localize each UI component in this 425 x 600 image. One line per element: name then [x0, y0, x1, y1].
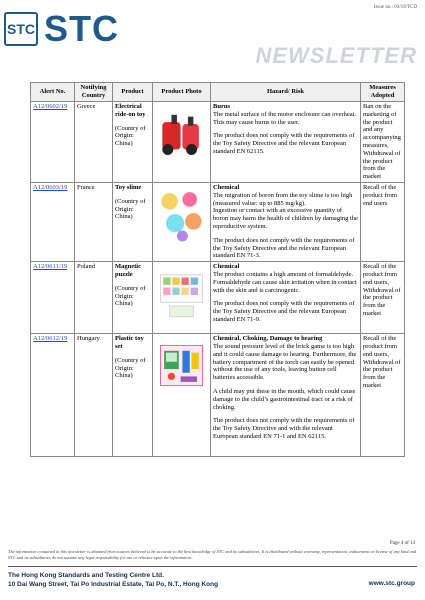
company-info — [8, 571, 218, 589]
photo-cell — [153, 182, 211, 261]
photo-cell — [153, 334, 211, 457]
photo-cell — [153, 102, 211, 183]
hazard-text: The migration of boron from the toy slime is too high (measured value: up to 885 mg/kg). — [213, 191, 353, 207]
hazard-compliance: The product does not comply with the requirements of the Toy Safety Directive and the relevant European standard EN 71-3. — [213, 236, 355, 260]
header-photo: Product Photo — [153, 83, 211, 102]
alert-cell — [31, 182, 75, 261]
table-row — [31, 262, 405, 334]
hazard-title: Chemical — [213, 183, 240, 191]
measures-cell: Ban on the marketing of the product and any accompanying measures, Withdrawal of the product from the market — [361, 102, 405, 183]
product-cell — [113, 102, 153, 183]
alert-link[interactable]: A12/0602/19 — [33, 103, 68, 110]
hazard-text: The product contains a high amount of formaldehyde. — [213, 270, 354, 278]
measures-cell: Recall of the product from end users — [361, 182, 405, 261]
stc-logo — [4, 8, 119, 49]
table-header-row — [31, 83, 405, 102]
alert-table — [30, 82, 405, 457]
stc-logo-mark — [4, 12, 38, 46]
measures-cell: Recall of the product from end users, Withdrawal of the product from the market — [361, 262, 405, 334]
hazard-text: The metal surface of the motor enclosure can overheat. — [213, 110, 357, 118]
product-name: Electrical ride-on toy — [115, 103, 146, 118]
hazard-text: A child may put these in the mouth, which could cause damage to the child’s gastrointestinal tract or a risk of choking. — [213, 387, 356, 411]
disclaimer: The information contained in this newsletter is obtained from sources believed to be accurate to the best knowledge of STC and its subsidiaries. It is distributed without warranty, representation, inducement or license of any kind and STC and its subsidiaries do not assume any legal responsibility for use or reliance upon the information. — [8, 549, 417, 560]
magnetic-puzzle-photo — [155, 263, 208, 325]
alert-link[interactable]: A12/0611/19 — [33, 263, 68, 271]
header-measures: Measures Adopted — [361, 83, 405, 102]
product-origin: (Country of Origin: China) — [115, 356, 146, 380]
country-cell: Poland — [75, 262, 113, 334]
hazard-text: Formaldehyde can cause skin irritation when in contact with the skin and is carcinogenic. — [213, 278, 357, 294]
company-name: The Hong Kong Standards and Testing Centre Ltd. — [8, 572, 164, 579]
product-origin: (Country of Origin: China) — [115, 284, 146, 308]
plastic-toy-set-photo — [155, 335, 208, 405]
hazard-title: Chemical — [213, 263, 240, 271]
newsletter-title: NEWSLETTER — [255, 43, 417, 68]
hazard-text: This may cause burns to the user. — [213, 118, 300, 126]
alert-cell — [31, 262, 75, 334]
hazard-cell — [211, 182, 361, 261]
alert-cell — [31, 102, 75, 183]
alert-cell — [31, 334, 75, 457]
hazard-title: Chemical, Choking, Damage to hearing — [213, 335, 323, 343]
header-product: Product — [113, 83, 153, 102]
product-origin: (Country of Origin: China) — [115, 197, 146, 221]
table-row — [31, 182, 405, 261]
product-name: Toy slime — [115, 183, 142, 191]
company-address: 10 Dai Wang Street, Tai Po Industrial Estate, Tai Po, N.T., Hong Kong — [8, 581, 219, 589]
hazard-compliance: The product does not comply with the requirements of the Toy Safety Directive and with the relevant European standard EN 71-1 and EN 62115. — [213, 417, 355, 440]
table-row — [31, 102, 405, 183]
alert-link[interactable]: A12/0603/19 — [33, 183, 68, 191]
issue-number: Issue no.: 03/19/TCD — [373, 5, 417, 10]
hazard-text: The sound pressure level of the brick game is too high and it could cause damage to hearing. Furthermore, the battery compartment of the torch can easily be opened without the use of any tools, leaving button cell batteries accessible. — [213, 342, 357, 382]
product-name: Plastic toy set — [115, 335, 144, 350]
header-country: Notifying Country — [75, 83, 113, 102]
hazard-cell — [211, 102, 361, 183]
photo-cell — [153, 262, 211, 334]
product-name: Magnetic puzzle — [115, 263, 141, 278]
footer-divider — [8, 566, 417, 567]
toy-slime-photo — [155, 184, 208, 246]
hazard-compliance: The product does not comply with the requirements of the Toy Safety Directive and the relevant European standard EN 71-9. — [213, 300, 355, 323]
table-row — [31, 334, 405, 457]
hazard-text: Ingestion or contact with an excessive quantity of boron may harm the health of children by damaging the reproductive system. — [213, 207, 358, 230]
country-cell: Hungary — [75, 334, 113, 457]
hazard-cell — [211, 334, 361, 457]
product-cell — [113, 182, 153, 261]
alert-link[interactable]: A12/0612/19 — [33, 335, 68, 343]
hazard-title: Burns — [213, 103, 230, 110]
page-number: Page 4 of 14 — [389, 541, 415, 546]
product-cell — [113, 334, 153, 457]
website-link[interactable]: www.stc.group — [368, 580, 415, 587]
header-hazard: Hazard/ Risk — [211, 83, 361, 102]
hazard-cell — [211, 262, 361, 334]
hazard-compliance: The product does not comply with the requirements of the Toy Safety Directive and the relevant European standard EN 62115. — [213, 132, 355, 155]
ride-on-toy-photo — [155, 103, 208, 165]
measures-cell: Recall of the product from end users, Withdrawal of the product from the market — [361, 334, 405, 457]
country-cell: France — [75, 182, 113, 261]
product-cell — [113, 262, 153, 334]
country-cell: Greece — [75, 102, 113, 183]
logo-mark-text: STC — [7, 21, 35, 37]
logo-text: STC — [44, 8, 119, 49]
header-alert-no: Alert No. — [31, 83, 75, 102]
page-header — [0, 0, 425, 80]
product-origin: (Country of Origin: China) — [115, 124, 146, 148]
